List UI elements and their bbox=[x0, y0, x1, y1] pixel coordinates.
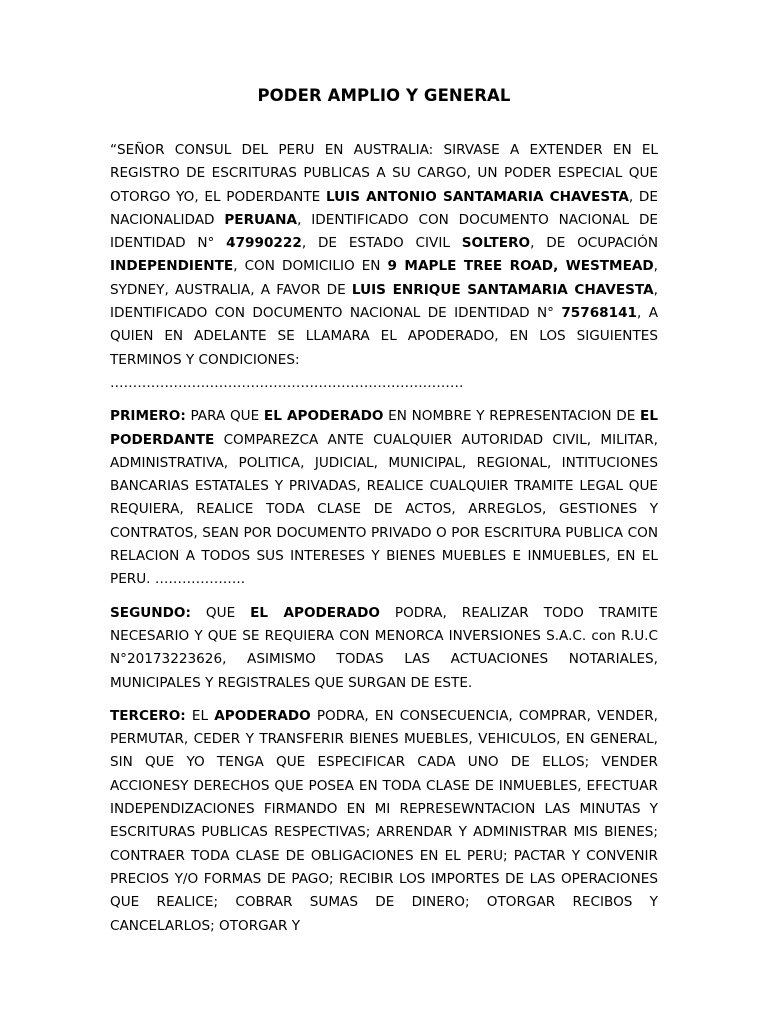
intro-text-3: , IDENTIFICADO CON DOCUMENTO NACIONAL DE IDENTIDAD N° bbox=[110, 211, 658, 252]
document-title: PODER AMPLIO Y GENERAL bbox=[257, 86, 511, 105]
intro-text-1: “SEÑOR CONSUL DEL PERU EN AUSTRALIA: SIRVASE A EXTENDER EN EL REGISTRO DE ESCRITURAS PUBLICAS A SU CARGO, UN PODER ESPECIAL QUE OTORGO YO, EL PODERDANTE bbox=[110, 142, 658, 205]
apoderado-dni: 75768141 bbox=[561, 305, 638, 322]
clause-label-tercero: TERCERO: bbox=[110, 707, 186, 724]
primero-text-1: PARA QUE bbox=[185, 408, 264, 425]
civil-status: SOLTERO bbox=[461, 235, 531, 252]
intro-text-9: , A QUIEN EN ADELANTE SE LLAMARA EL APODERADO, EN LOS SIGUIENTES TERMINOS Y CONDICIONES: bbox=[110, 305, 658, 368]
clause-tercero bbox=[110, 705, 658, 938]
clause-primero bbox=[110, 405, 658, 591]
poderdante-name: LUIS ANTONIO SANTAMARIA CHAVESTA bbox=[325, 188, 629, 205]
segundo-text-1: QUE bbox=[190, 604, 251, 621]
tercero-text-2: PODRA, EN CONSECUENCIA, COMPRAR, VENDER, PERMUTAR, CEDER Y TRANSFERIR BIENES MUEBLES, VEHICULOS, EN GENERAL, SIN QUE YO TENGA QUE ESPECIFICAR CADA UNO DE ELLOS; VENDER ACCIONESY DERECHOS QUE POSEA EN TODA CLASE DE INMUEBLES, EFECTUAR INDEPENDIZACIONES FIRMANDO EN MI REPRESEWNTACION LAS MINUTAS Y ESCRITURAS PUBLICAS RESPECTIVAS; ARRENDAR Y ADMINISTRAR MIS BIENES; CONTRAER TODA CLASE DE OBLIGACIONES EN EL PERU; PACTAR Y CONVENIR PRECIOS Y/O FORMAS DE PAGO; RECIBIR LOS IMPORTES DE LAS OPERACIONES QUE REALICE; COBRAR SUMAS DE DINERO; OTORGAR RECIBOS Y CANCELARLOS; OTORGAR Y bbox=[110, 707, 658, 934]
primero-bold-1: EL APODERADO bbox=[263, 408, 384, 425]
clause-label-segundo: SEGUNDO: bbox=[110, 604, 191, 621]
segundo-bold-1: EL APODERADO bbox=[250, 604, 380, 621]
clause-label-primero: PRIMERO: bbox=[110, 408, 186, 425]
apoderado-name: LUIS ENRIQUE SANTAMARIA CHAVESTA bbox=[351, 281, 654, 298]
primero-bold-2: EL PODERDANTE bbox=[110, 408, 658, 448]
intro-text-5: , DE OCUPACIÓN bbox=[530, 235, 658, 252]
tercero-text-1: EL bbox=[185, 707, 215, 724]
occupation: INDEPENDIENTE bbox=[110, 258, 234, 275]
intro-paragraph bbox=[110, 139, 658, 395]
poderdante-dni: 47990222 bbox=[226, 235, 302, 252]
tercero-bold-1: APODERADO bbox=[214, 707, 311, 724]
segundo-text-2: PODRA, REALIZAR TODO TRAMITE NECESARIO Y QUE SE REQUIERA CON MENORCA INVERSIONES S.A.C. con R.U.C N°20173223626, ASIMISMO TODAS LAS ACTUACIONES NOTARIALES, MUNICIPALES Y REGISTRALES QUE SURGAN DE ESTE. bbox=[110, 604, 658, 691]
primero-text-2: EN NOMBRE Y REPRESENTACION DE bbox=[383, 408, 641, 425]
intro-text-2: , DE NACIONALIDAD bbox=[110, 188, 658, 228]
primero-text-3: COMPAREZCA ANTE CUALQUIER AUTORIDAD CIVIL, MILITAR, ADMINISTRATIVA, POLITICA, JUDICIAL, MUNICIPAL, REGIONAL, INTITUCIONES BANCARIAS ESTATALES Y PRIVADAS, REALICE CUALQUIER TRAMITE LEGAL QUE REQUIERA, REALICE TODA CLASE DE ACTOS, ARREGLOS, GESTIONES Y CONTRATOS, SEAN POR DOCUMENTO PRIVADO O POR ESCRITURA PUBLICA CON RELACION A TODOS SUS INTERESES Y BIENES MUEBLES E INMUEBLES, EN EL PERU. ……………….. bbox=[110, 431, 658, 588]
nationality: PERUANA bbox=[224, 211, 298, 228]
clause-segundo bbox=[110, 602, 658, 695]
dotted-leader: …………………………………………………………………… bbox=[110, 374, 464, 391]
intro-text-6: , CON DOMICILIO EN bbox=[233, 258, 388, 275]
document-body bbox=[110, 139, 658, 938]
intro-text-8: , IDENTIFICADO CON DOCUMENTO NACIONAL DE IDENTIDAD N° bbox=[110, 281, 658, 322]
intro-text-7: , SYDNEY, AUSTRALIA, A FAVOR DE bbox=[110, 258, 658, 298]
intro-text-4: , DE ESTADO CIVIL bbox=[301, 235, 462, 252]
address: 9 MAPLE TREE ROAD, WESTMEAD bbox=[387, 258, 654, 275]
